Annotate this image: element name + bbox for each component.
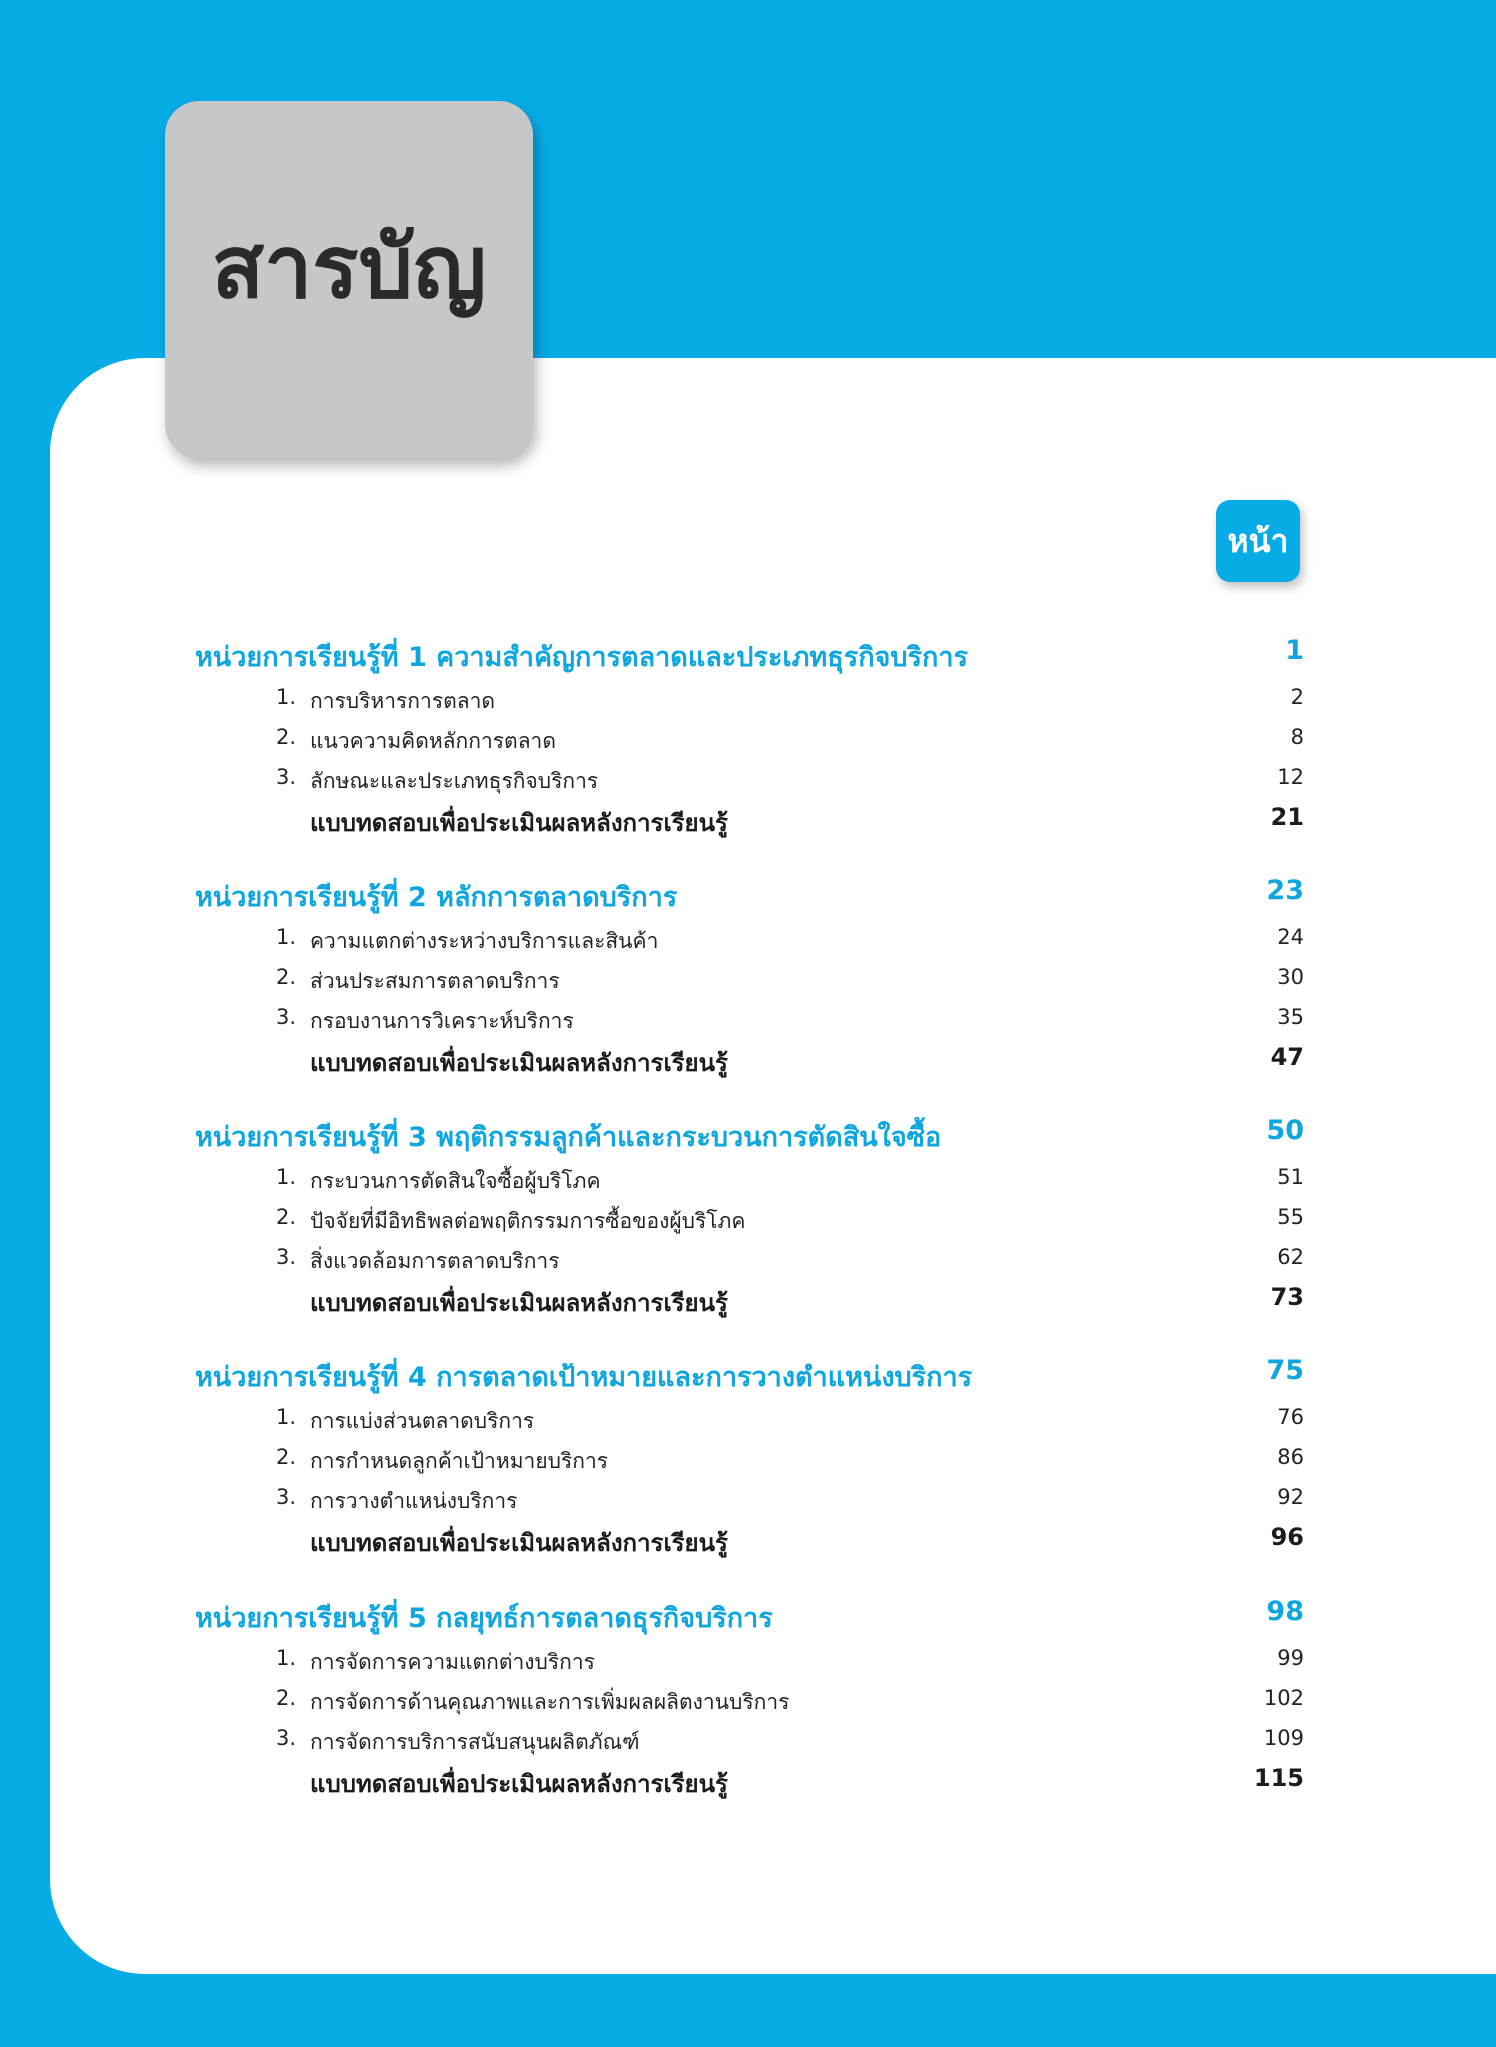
item-page-number: 24: [1277, 925, 1304, 949]
item-label: ส่วนประสมการตลาดบริการ: [310, 969, 560, 993]
item-page-number: 51: [1277, 1165, 1304, 1189]
test-page-number: 96: [1270, 1523, 1304, 1551]
unit-page-number: 98: [1266, 1596, 1304, 1627]
toc-item[interactable]: [0, 1686, 1496, 1726]
unit-page-number: 75: [1266, 1355, 1304, 1386]
toc-test-item[interactable]: [0, 1523, 1496, 1563]
page-title: สารบัญ: [211, 218, 487, 318]
item-label: การจัดการด้านคุณภาพและการเพิ่มผลผลิตงานบริการ: [310, 1690, 790, 1714]
toc-unit-3: [0, 1115, 1496, 1340]
item-number: 1.: [276, 1165, 297, 1189]
item-number: 1.: [276, 925, 297, 949]
item-label: ความแตกต่างระหว่างบริการและสินค้า: [310, 929, 659, 953]
item-page-number: 62: [1277, 1245, 1304, 1269]
item-label: การวางตำแหน่งบริการ: [310, 1489, 518, 1513]
toc-item[interactable]: [0, 1165, 1496, 1205]
item-label: การบริหารการตลาด: [310, 689, 496, 713]
item-label: สิ่งแวดล้อมการตลาดบริการ: [310, 1249, 560, 1273]
unit-title[interactable]: หน่วยการเรียนรู้ที่ 1 ความสำคัญการตลาดและประเภทธุรกิจบริการ: [195, 642, 969, 673]
toc-test-item[interactable]: [0, 1043, 1496, 1083]
item-number: 2.: [276, 1686, 297, 1710]
toc-item[interactable]: [0, 685, 1496, 725]
item-label: การแบ่งส่วนตลาดบริการ: [310, 1409, 535, 1433]
unit-title[interactable]: หน่วยการเรียนรู้ที่ 3 พฤติกรรมลูกค้าและกระบวนการตัดสินใจซื้อ: [195, 1122, 942, 1153]
unit-title[interactable]: หน่วยการเรียนรู้ที่ 4 การตลาดเป้าหมายและการวางตำแหน่งบริการ: [195, 1362, 973, 1393]
toc-item[interactable]: [0, 1485, 1496, 1525]
item-page-number: 8: [1290, 725, 1304, 749]
item-number: 2.: [276, 965, 297, 989]
toc-item[interactable]: [0, 965, 1496, 1005]
item-page-number: 76: [1277, 1405, 1304, 1429]
item-label: การจัดการบริการสนับสนุนผลิตภัณฑ์: [310, 1730, 640, 1754]
item-page-number: 102: [1263, 1686, 1304, 1710]
item-page-number: 35: [1277, 1005, 1304, 1029]
toc-test-item[interactable]: [0, 803, 1496, 843]
test-page-number: 73: [1270, 1283, 1304, 1311]
item-number: 1.: [276, 1405, 297, 1429]
toc-item[interactable]: [0, 1726, 1496, 1766]
item-page-number: 55: [1277, 1205, 1304, 1229]
item-label: กรอบงานการวิเคราะห์บริการ: [310, 1009, 574, 1033]
toc-unit-4: [0, 1355, 1496, 1580]
unit-title[interactable]: หน่วยการเรียนรู้ที่ 5 กลยุทธ์การตลาดธุรกิจบริการ: [195, 1603, 773, 1634]
item-page-number: 30: [1277, 965, 1304, 989]
toc-test-item[interactable]: [0, 1764, 1496, 1804]
item-number: 2.: [276, 725, 297, 749]
toc-unit-2: [0, 875, 1496, 1100]
item-label: การกำหนดลูกค้าเป้าหมายบริการ: [310, 1449, 609, 1473]
item-page-number: 2: [1290, 685, 1304, 709]
test-label: แบบทดสอบเพื่อประเมินผลหลังการเรียนรู้: [310, 1529, 728, 1557]
toc-unit-1: [0, 635, 1496, 860]
item-page-number: 12: [1277, 765, 1304, 789]
item-number: 3.: [276, 1485, 297, 1509]
unit-title[interactable]: หน่วยการเรียนรู้ที่ 2 หลักการตลาดบริการ: [195, 882, 678, 913]
item-label: ลักษณะและประเภทธุรกิจบริการ: [310, 769, 599, 793]
test-page-number: 115: [1253, 1764, 1304, 1792]
item-page-number: 92: [1277, 1485, 1304, 1509]
page-column-label: หน้า: [1216, 500, 1300, 582]
item-label: แนวความคิดหลักการตลาด: [310, 729, 556, 753]
toc-item[interactable]: [0, 1445, 1496, 1485]
item-number: 3.: [276, 1726, 297, 1750]
test-page-number: 21: [1270, 803, 1304, 831]
toc-item[interactable]: [0, 1005, 1496, 1045]
item-page-number: 86: [1277, 1445, 1304, 1469]
toc-item[interactable]: [0, 725, 1496, 765]
item-number: 2.: [276, 1445, 297, 1469]
test-label: แบบทดสอบเพื่อประเมินผลหลังการเรียนรู้: [310, 1770, 728, 1798]
toc-item[interactable]: [0, 1405, 1496, 1445]
item-label: ปัจจัยที่มีอิทธิพลต่อพฤติกรรมการซื้อของผู้บริโภค: [310, 1209, 746, 1233]
toc-item[interactable]: [0, 1205, 1496, 1245]
toc-item[interactable]: [0, 1245, 1496, 1285]
toc-item[interactable]: [0, 925, 1496, 965]
item-label: การจัดการความแตกต่างบริการ: [310, 1650, 595, 1674]
item-number: 3.: [276, 765, 297, 789]
item-number: 3.: [276, 1005, 297, 1029]
item-page-number: 109: [1263, 1726, 1304, 1750]
toc-item[interactable]: [0, 1646, 1496, 1686]
unit-page-number: 50: [1266, 1115, 1304, 1146]
test-label: แบบทดสอบเพื่อประเมินผลหลังการเรียนรู้: [310, 809, 728, 837]
test-label: แบบทดสอบเพื่อประเมินผลหลังการเรียนรู้: [310, 1049, 728, 1077]
item-number: 3.: [276, 1245, 297, 1269]
test-label: แบบทดสอบเพื่อประเมินผลหลังการเรียนรู้: [310, 1289, 728, 1317]
unit-page-number: 23: [1266, 875, 1304, 906]
toc-test-item[interactable]: [0, 1283, 1496, 1323]
item-number: 1.: [276, 1646, 297, 1670]
item-number: 2.: [276, 1205, 297, 1229]
item-number: 1.: [276, 685, 297, 709]
toc-unit-5: [0, 1596, 1496, 1821]
title-box: [165, 101, 533, 458]
item-page-number: 99: [1277, 1646, 1304, 1670]
item-label: กระบวนการตัดสินใจซื้อผู้บริโภค: [310, 1169, 601, 1193]
unit-page-number: 1: [1285, 635, 1304, 666]
test-page-number: 47: [1270, 1043, 1304, 1071]
toc-item[interactable]: [0, 765, 1496, 805]
